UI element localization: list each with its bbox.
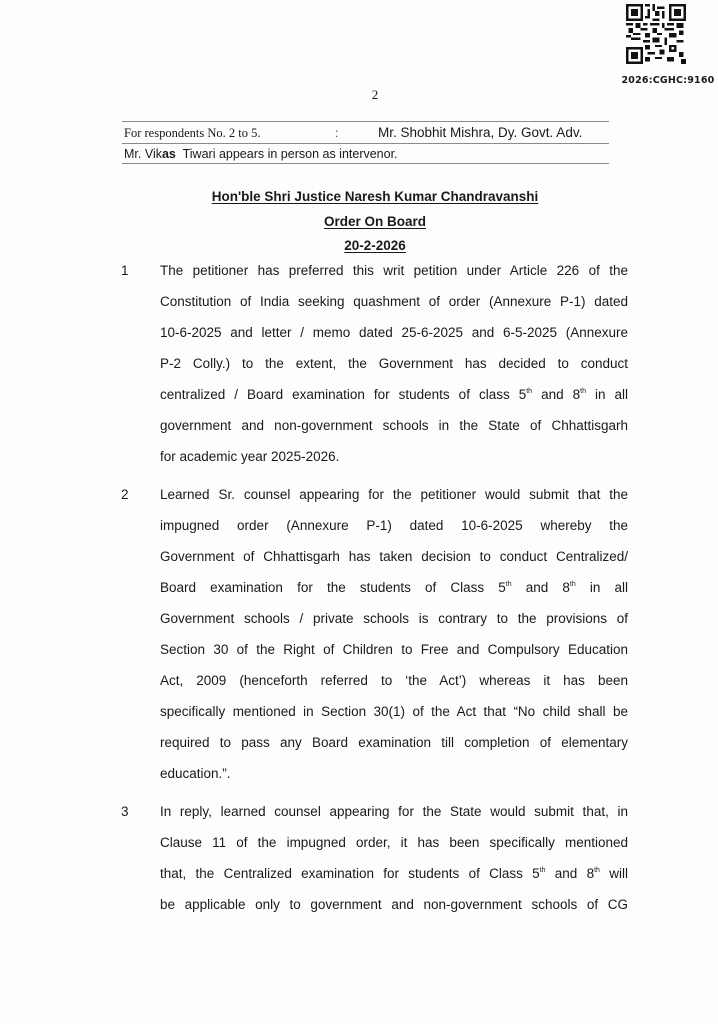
intervenor-name-part: Mr. Vik [124, 147, 162, 161]
paragraph-line: specifically mentioned in Section 30(1) of the Act that “No child shall be [160, 704, 628, 719]
ordinal-suffix: th [580, 388, 586, 395]
paragraph-line: Government of Chhattisgarh has taken decision to conduct Centralized/ [160, 549, 628, 564]
paragraph-line: Clause 11 of the impugned order, it has been specifically mentioned [160, 835, 628, 850]
line-text: in all [575, 580, 628, 595]
intervenor-name-bold: as [161, 147, 176, 161]
paragraph-line: Learned Sr. counsel appearing for the petitioner would submit that the [160, 487, 628, 502]
paragraph-line [160, 580, 628, 595]
paragraph-line: Section 30 of the Right of Children to Free and Compulsory Education [160, 642, 628, 657]
judge-name: Hon'ble Shri Justice Naresh Kumar Chandravanshi [211, 189, 539, 204]
paragraph-line: P-2 Colly.) to the extent, the Government has decided to conduct [160, 356, 628, 371]
paragraph-number: 1 [121, 263, 129, 278]
line-text: and 8 [545, 866, 595, 881]
paragraph-line: education.”. [160, 766, 231, 781]
neutral-citation: 2026:CGHC:9160 [621, 75, 715, 86]
intervenor-line [124, 147, 398, 161]
line-text: in all [585, 387, 628, 402]
line-text: Board examination for the students of Class 5 [160, 580, 506, 595]
paragraph-line: Act, 2009 (henceforth referred to ‘the Act’) whereas it has been [160, 673, 628, 688]
ordinal-suffix: th [526, 388, 533, 395]
qr-code-icon [626, 4, 686, 64]
paragraph-line: government and non-government schools in the State of Chhattisgarh [160, 418, 628, 433]
respondents-label: For respondents No. 2 to 5. [124, 126, 261, 140]
colon-separator: : [335, 126, 339, 140]
divider [122, 163, 609, 164]
intervenor-text: Tiwari appears in person as intervenor. [175, 147, 398, 161]
paragraph-line: The petitioner has preferred this writ petition under Article 226 of the [160, 263, 628, 278]
page-number: 2 [371, 87, 379, 102]
paragraph-line: impugned order (Annexure P-1) dated 10-6-2025 whereby the [160, 518, 628, 533]
ordinal-suffix: th [594, 867, 600, 874]
paragraph-line: In reply, learned counsel appearing for the State would submit that, in [160, 804, 628, 819]
divider [122, 143, 609, 144]
paragraph-line: Constitution of India seeking quashment of order (Annexure P-1) dated [160, 294, 628, 309]
paragraph-line [160, 387, 628, 402]
paragraph-line: required to pass any Board examination till completion of elementary [160, 735, 628, 750]
paragraph-line: be applicable only to government and non-government schools of CG [160, 897, 628, 912]
paragraph-line: 10-6-2025 and letter / memo dated 25-6-2025 and 6-5-2025 (Annexure [160, 325, 628, 340]
paragraph-line: Government schools / private schools is contrary to the provisions of [160, 611, 628, 626]
order-date: 20-2-2026 [344, 238, 406, 253]
line-text: will [599, 866, 628, 881]
order-type: Order On Board [323, 214, 426, 229]
line-text: and 8 [532, 387, 581, 402]
divider [122, 121, 609, 122]
ordinal-suffix: th [569, 581, 576, 588]
respondents-advocate: Mr. Shobhit Mishra, Dy. Govt. Adv. [378, 125, 583, 140]
paragraph-number: 2 [121, 487, 129, 502]
ordinal-suffix: th [539, 867, 546, 874]
paragraph-line [160, 866, 628, 881]
line-text: and 8 [511, 580, 570, 595]
ordinal-suffix: th [505, 581, 512, 588]
paragraph-line: for academic year 2025-2026. [160, 449, 340, 464]
line-text: centralized / Board examination for students of class 5 [160, 387, 527, 402]
paragraph-number: 3 [121, 804, 129, 819]
line-text: that, the Centralized examination for students of Class 5 [160, 866, 540, 881]
